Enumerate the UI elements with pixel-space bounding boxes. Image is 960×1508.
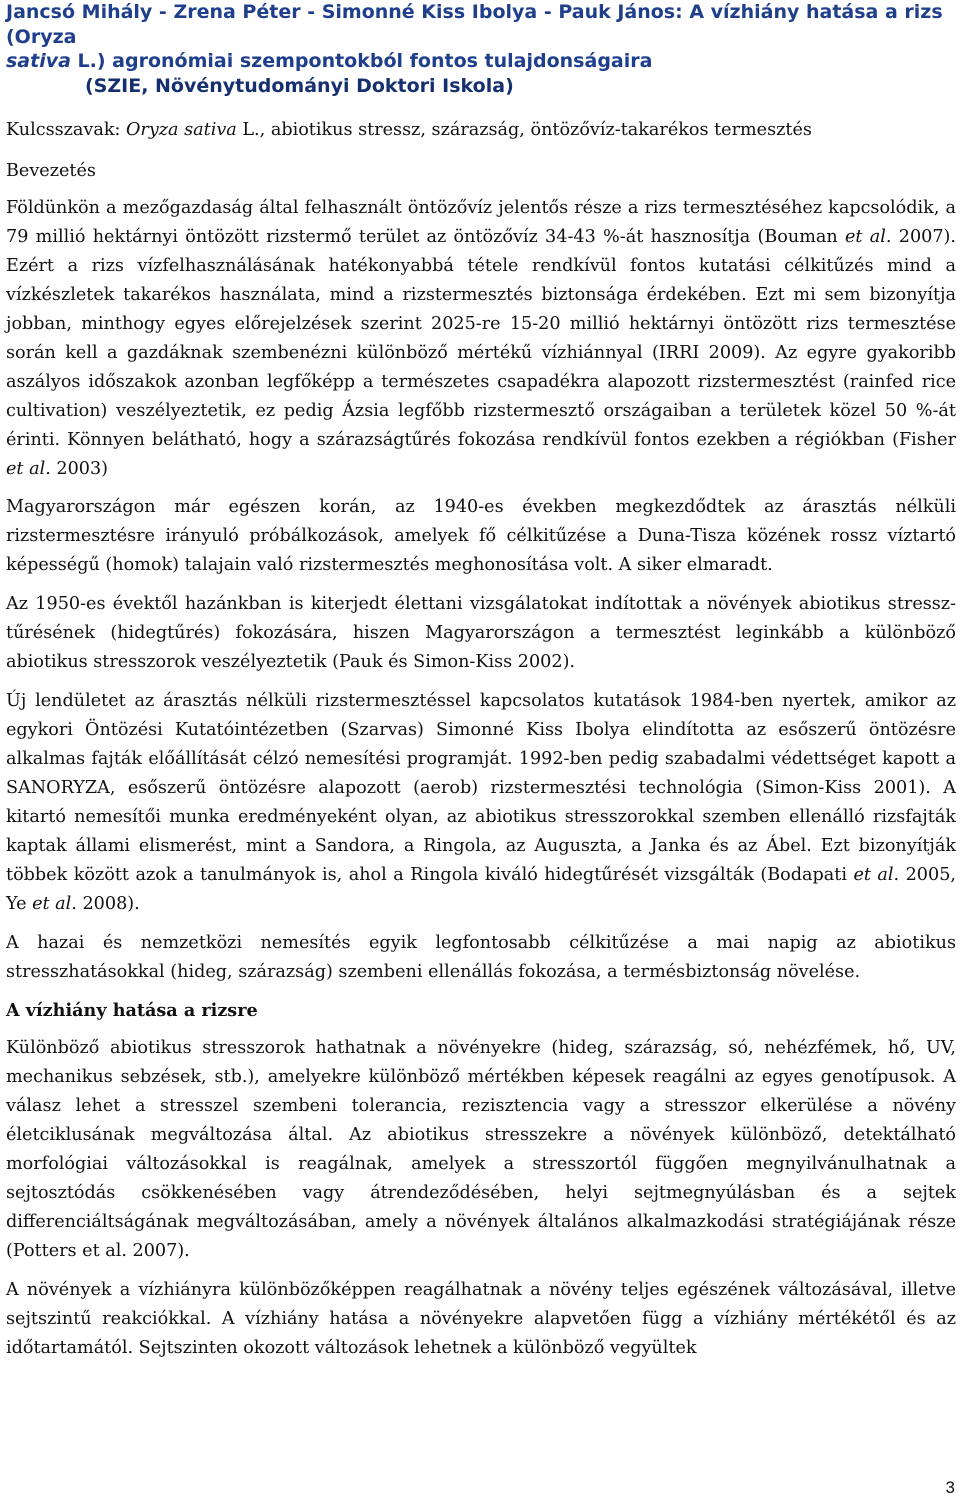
- paragraph-1: Földünkön a mezőgazdaság által felhasznált öntözővíz jelentős része a rizs termesztéséhez kapcsolódik, a 79 millió hektárnyi öntözött rizstermő terület az öntözővíz 34-43 %-át hasznosítja (Bouman et al. 2007). Ezért a rizs vízfelhasználásának hatékonyabbá tétele rendkívül fontos kutatási célkitűzés mind a vízkészletek takarékos használata, mind a rizstermesztés biztonsága érdekében. Ezt mi sem bizonyítja jobban, minthogy egyes előrejelzések szerint 2025-re 15-20 millió hektárnyi öntözött rizs termesztése során kell a gazdáknak szembenézni különböző mértékű vízhiánnyal (IRRI 2009). Az egyre gyakoribb aszályos időszakok azonban legfőképp a természetes csapadékra alapozott rizstermesztést (rainfed rice cultivation) veszélyeztetik, ez pedig Ázsia legfőbb rizstermesztő országaiban a területek közel 50 %-át érinti. Könnyen belátható, hogy a szárazságtűrés fokozása rendkívül fontos ezekben a régiókban (Fisher et al. 2003): [6, 198, 956, 479]
- keywords: Kulcsszavak: Oryza sativa L., abiotikus stressz, szárazság, öntözővíz-takarékos termesztés: [6, 120, 812, 140]
- paragraph-6: Különböző abiotikus stresszorok hathatnak a növényekre (hideg, szárazság, só, nehézfémek, hő, UV, mechanikus sebzések, stb.), amelyekre különböző mértékben képesek reagálni az egyes genotípusok. A válasz lehet a stresszel szembeni tolerancia, rezisztencia vagy a stresszor elkerülése a növény életciklusának megváltozása által. Az abiotikus stresszekre a növények különböző, detektálható morfológiai változásokkal is reagálnak, amelyek a stresszortól függően megnyilvánulhatnak a sejtosztódás csökkenésében vagy átrendeződésében, helyi sejtmegnyúlásban és a sejtek differenciáltságának megváltozásában, amely a növények általános alkalmazkodási stratégiájának része (Potters et al. 2007).: [6, 1038, 956, 1261]
- paragraph-4: Új lendületet az árasztás nélküli rizstermesztéssel kapcsolatos kutatások 1984-ben nyertek, amikor az egykori Öntözési Kutatóintézetben (Szarvas) Simonné Kiss Ibolya elindította az esőszerű öntözésre alkalmas fajták előállítását célzó nemesítési programját. 1992-ben pedig szabadalmi védettséget kapott a SANORYZA, esőszerű öntözésre alapozott (aerob) rizstermesztési technológia (Simon-Kiss 2001). A kitartó nemesítői munka eredményeként olyan, az abiotikus stresszorokkal szemben ellenálló rizsfajták kaptak állami elismerést, mint a Sandora, a Ringola, az Auguszta, a Janka és az Ábel. Ezt bizonyítják többek között azok a tanulmányok is, ahol a Ringola kiváló hidegtűrését vizsgálták (Bodapati et al. 2005, Ye et al. 2008).: [6, 691, 956, 914]
- section-heading-introduction: Bevezetés: [6, 161, 96, 181]
- header-authors-title: Jancsó Mihály - Zrena Péter - Simonné Kiss Ibolya - Pauk János: A vízhiány hatása a rizs (Oryza: [6, 1, 943, 48]
- paragraph-3: Az 1950-es évektől hazánkban is kiterjedt élettani vizsgálatokat indítottak a növények abiotikus stressz-tűrésének (hidegtűrés) fokozására, hiszen Magyarországon a termesztést leginkább a különböző abiotikus stresszorok veszélyeztetik (Pauk és Simon-Kiss 2002).: [6, 594, 956, 672]
- header-institution: (SZIE, Növénytudományi Doktori Iskola): [85, 74, 514, 97]
- paragraph-5: A hazai és nemzetközi nemesítés egyik legfontosabb célkitűzése a mai napig az abiotikus stresszhatásokkal (hideg, szárazság) szembeni ellenállás fokozása, a termésbiztonság növelése.: [6, 933, 956, 982]
- section-heading-water-deficit: A vízhiány hatása a rizsre: [6, 1000, 258, 1021]
- paragraph-2: Magyarországon már egészen korán, az 1940-es években megkezdődtek az árasztás nélküli rizstermesztésre irányuló próbálkozások, amelyek fő célkitűzése a Duna-Tisza közének rossz víztartó képességű (homok) talajain való rizstermesztés meghonosítása volt. A siker elmaradt.: [6, 497, 956, 575]
- page-number: 3: [945, 1478, 955, 1497]
- document-body: [6, 116, 956, 1363]
- running-header: [6, 0, 956, 98]
- header-title-cont: sativa L.) agronómiai szempontokból fontos tulajdonságaira: [6, 50, 653, 72]
- paragraph-7: A növények a vízhiányra különbözőképpen reagálhatnak a növény teljes egészének változásával, illetve sejtszintű reakciókkal. A vízhiány hatása a növényekre alapvetően függ a vízhiány mértékétől és az időtartamától. Sejtszinten okozott változások lehetnek a különböző vegyültek: [6, 1280, 956, 1358]
